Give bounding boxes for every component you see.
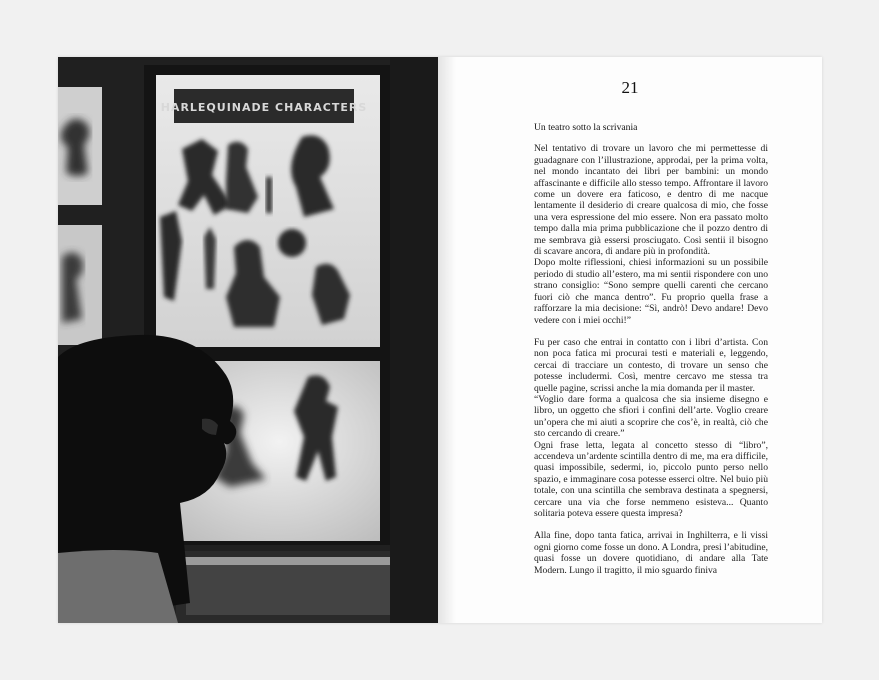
page-gutter-shadow: [438, 57, 456, 623]
paragraph-3: Alla fine, dopo tanta fatica, arrivai in Inghilterra, e li vissi ogni giorno come fosse un dono. A Londra, presi l’abitudine, quasi fosse un dovere quotidiano, di andare alla Tate Modern. Lungo il tragitto, il mio sguardo finiva: [534, 530, 768, 576]
photograph: [58, 57, 438, 623]
book-spread: [58, 57, 822, 623]
page-number: 21: [621, 78, 639, 97]
shadow-puppet-window-photo: [58, 57, 438, 623]
text-column: [534, 122, 768, 587]
harlequinade-sign: HARLEQUINADE CHARACTERS: [160, 101, 368, 114]
paragraph-2: Fu per caso che entrai in contatto con i libri d’artista. Con non poca fatica mi procurai testi e materiali e, leggendo, cercai di tracciare un contesto, di trovare un senso che potesse includermi. Così, mentre cercavo me stessa tra quelle pagine, scrissi anche la mia domanda per il master. “Voglio dare forma a qualcosa che sia insieme disegno e libro, un oggetto che sfiori i confini dell’arte. Voglio creare un’opera che mi aiuti a scoprire che cos’è, in realtà, ciò che sto cercando di creare.” Ogni frase letta, legata al concetto stesso di “libro”, accendeva un’ardente scintilla dentro di me, ma era difficile, quasi impossibile, sedermi, io, piccolo punto perso nello spazio, e immaginare cosa potesse esserci oltre. Nel buio più totale, con una scintilla che sembrava destinata a spegnersi, cercare una via che forse nemmeno esisteva... Quanto solitaria poteva essere questa impresa?: [534, 336, 768, 519]
paragraph-1: Nel tentativo di trovare un lavoro che mi permettesse di guadagnare con l’illustrazione, approdai, per la prima volta, nel mondo incantato dei libri per bambini: un mondo affascinante e difficile allo stesso tempo. Affrontare il lavoro come un dovere era faticoso, e dentro di me nacque lentamente il desiderio di creare qualcosa di mio, che fosse una vera espressione del mio essere. Non era passato molto tempo dalla mia prima pubblicazione che il pozzo dentro di me sembrava già essersi prosciugato. Così sentii il bisogno di scavare ancora, di andare più in profondità. Dopo molte riflessioni, chiesi informazioni su un possibile periodo di studio all’estero, ma mi sentii rispondere con uno strano consiglio: “Sono sempre quelli carenti che cercano fuori ciò che manca dentro”. Fu proprio quella frase a rafforzare la mia decisione: “Sì, andrò! Devo andare! Devo vedere con i miei occhi!”: [534, 143, 768, 326]
chapter-title: Un teatro sotto la scrivania: [534, 122, 638, 133]
